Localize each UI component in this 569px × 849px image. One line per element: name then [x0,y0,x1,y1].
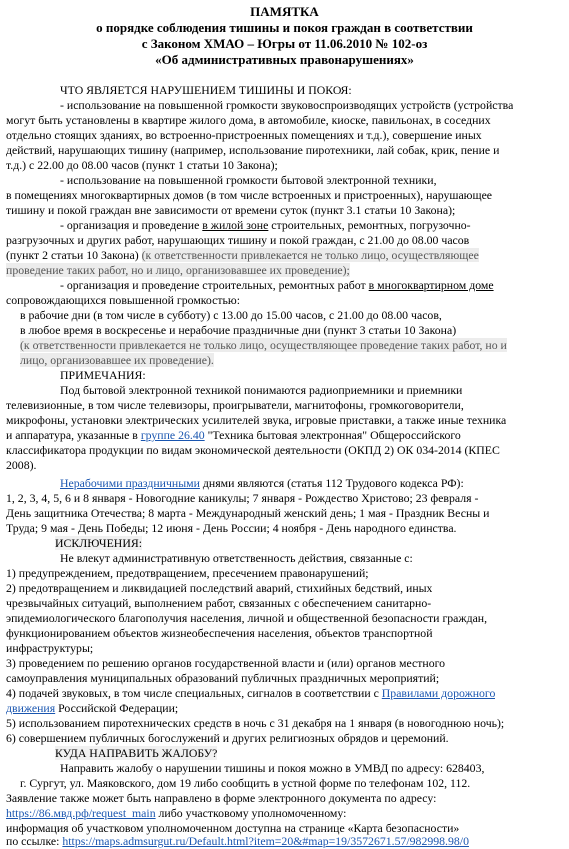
complaint-line [6,806,346,821]
holidays-line: День защитника Отечества; 8 марта - Международный женский день; 1 мая - Праздник Весны и [6,506,490,520]
liability-note-text: лицо, организовавшее их проведение). [20,353,214,367]
violation-1-line: т.д.) с 22.00 до 08.00 часов (пункт 1 статьи 10 Закона); [6,158,278,172]
exceptions-line: 3) проведением по решению органов государственной власти и (или) органов местного [6,656,446,670]
liability-note-text: проведение таких работ, но и лицо, организовавшее их проведение); [6,263,350,277]
notes-line: Под бытовой электронной техникой понимаются радиоприемники и приемники [60,383,463,397]
liability-note-text: (к ответственности привлекается не только лицо, осуществляющее проведение таких работ, но и [20,338,507,352]
exceptions-text: Российской Федерации; [55,701,179,715]
title-line-1: ПАМЯТКА [250,4,319,19]
exceptions-line: функционированием объектов жизнеобеспечения населения, объектов транспортной [6,626,433,640]
exceptions-line: 5) использованием пиротехнических средств в ночь с 31 декабря на 1 января (в новогоднюю ночь); [6,716,505,730]
violation-4-line: сопровождающихся повышенной громкостью: [6,293,240,307]
complaint-line: г. Сургут, ул. Маяковского, дом 19 либо сообщить в устной форме по телефонам 102, 112. [20,776,471,790]
notes-line: телевизионные, в том числе телевизоры, проигрыватели, магнитофоны, громкоговорители, [6,398,464,412]
violations-heading: ЧТО ЯВЛЯЕТСЯ НАРУШЕНИЕМ ТИШИНЫ И ПОКОЯ: [60,83,352,97]
violation-1-line: - использование на повышенной громкости звуковоспроизводящих устройств (устройства [60,98,514,112]
notes-line [6,428,461,443]
notes-heading: ПРИМЕЧАНИЯ: [60,368,146,382]
holidays-line: 1, 2, 3, 4, 5, 6 и 8 января - Новогодние каникулы; 7 января - Рождество Христово; 23 февраля - [6,491,479,505]
mvd-request-link[interactable]: https://86.мвд.рф/request_main [6,806,156,820]
traffic-rules-link[interactable]: Правилами дорожного [381,686,496,700]
complaint-line: информация об участковом уполномоченном доступна на странице «Карта безопасности» [6,821,460,835]
notes-text: "Техника бытовая электронная" Общероссийского [204,428,461,442]
violation-3-text-start: - организация и проведение [60,218,203,232]
holidays-link[interactable]: Нерабочими праздничными [60,476,200,490]
liability-note [20,353,214,368]
liability-note [6,263,350,278]
traffic-rules-link[interactable]: движения [6,701,56,715]
violation-3-line: разгрузочных и других работ, нарушающих тишину и покой граждан, с 21.00 до 08.00 часов [6,233,470,247]
liability-note [20,338,507,353]
exceptions-line: эпидемиологического благополучия населения, личной и общественной безопасности граждан, [6,611,488,625]
exceptions-heading [55,536,142,551]
title-line-4: «Об административных правонарушениях» [155,52,414,67]
violation-2-line: тишину и покой граждан вне зависимости от времени суток (пункт 3.1 статьи 10 Закона); [6,203,456,217]
exceptions-text: 4) подачей звуковых, в том числе специальных, сигналов в соответствии с [6,686,382,700]
violation-2-line: в помещениях многоквартирных домов (в том числе встроенных и пристроенных), нарушающее [6,188,493,202]
exceptions-line: Не влекут административную ответственность действия, связанные с: [60,551,413,565]
residential-zone-text: в жилой зоне [202,218,269,232]
apartment-building-text: в многоквартирном доме [368,278,494,292]
exceptions-line: чрезвычайных ситуаций, выполнением работ, связанных с обеспечением санитарно- [6,596,432,610]
notes-line: 2008). [6,458,37,472]
holidays-text: днями являются (статья 112 Трудового кодекса РФ): [199,476,464,490]
violation-1-line: действий, нарушающих тишину (например, использование пиротехники, лай собак, крик, пение и [6,143,500,157]
violation-2-line: - использование на повышенной громкости бытовой электронной техники, [60,173,437,187]
violation-4-text-start: - организация и проведение строительных, ремонтных работ [60,278,369,292]
violation-3-text-end: строительных, ремонтных, погрузочно- [268,218,471,232]
violation-3-clause: (пункт 2 статьи 10 Закона) [6,248,142,262]
holidays-line [60,476,464,491]
violation-4-line: в рабочие дни (в том числе в субботу) с 13.00 до 15.00 часов, с 21.00 до 08.00 часов, [20,308,442,322]
notes-line: классификатора продукции по видам экономической деятельности (ОКПД 2) ОК 034-2014 (КПЕС [6,443,500,457]
violation-4-line [60,278,494,293]
complaint-text: по ссылке: [6,834,63,848]
okpd-group-link[interactable]: группе 26.40 [140,428,205,442]
exceptions-line: самоуправления муниципальных образований публичных праздничных мероприятий; [6,671,440,685]
exceptions-line: 2) предотвращением и ликвидацией последствий аварий, стихийных бедствий, иных [6,581,433,595]
complaint-line: Направить жалобу о нарушении тишины и покоя можно в УМВД по адресу: 628403, [60,761,485,775]
exceptions-heading-text: ИСКЛЮЧЕНИЯ: [55,536,142,550]
title-line-2: о порядке соблюдения тишины и покоя граждан в соответствии [96,20,473,35]
notes-text: и аппаратура, указанные в [6,428,141,442]
exceptions-line [6,701,178,716]
title-line-3: с Законом ХМАО – Югры от 11.06.2010 № 102-оз [141,36,428,51]
exceptions-line: 1) предупреждением, предотвращением, пресечением правонарушений; [6,566,369,580]
exceptions-line: 6) совершением публичных богослужений и других религиозных обрядов и церемоний. [6,731,449,745]
complaint-heading-text: КУДА НАПРАВИТЬ ЖАЛОБУ? [55,746,218,760]
exceptions-line [6,686,495,701]
violation-1-line: отдельно стоящих зданиях, во встроенно-пристроенных помещениях и т.д.), совершение иных [6,128,482,142]
violation-1-line: могут быть установлены в квартире жилого дома, в автомобиле, киоске, павильонах, в соседних [6,113,491,127]
violation-4-line: в любое время в воскресенье и нерабочие праздничные дни (пункт 3 статьи 10 Закона) [20,323,457,337]
complaint-line [6,834,469,849]
notes-line: микрофоны, установки электрических усилителей звука, игровые приставки, а также иные техника [6,413,507,427]
complaint-line: Заявление также может быть направлено в форме электронного документа по адресу: [6,791,437,805]
complaint-heading [55,746,217,761]
violation-3-line [60,218,471,233]
holidays-line: Труда; 9 мая - День Победы; 12 июня - День России; 4 ноября - День народного единства. [6,521,457,535]
liability-note: (к ответственности привлекается не только лицо, осуществляющее [141,248,479,262]
violation-3-line [6,248,479,263]
complaint-text: либо участковому уполномоченному: [155,806,347,820]
exceptions-line: инфраструктуры; [6,641,94,655]
safety-map-link[interactable]: https://maps.admsurgut.ru/Default.html?item=20&#map=19/3572671.57/982998.98/0 [62,834,469,848]
